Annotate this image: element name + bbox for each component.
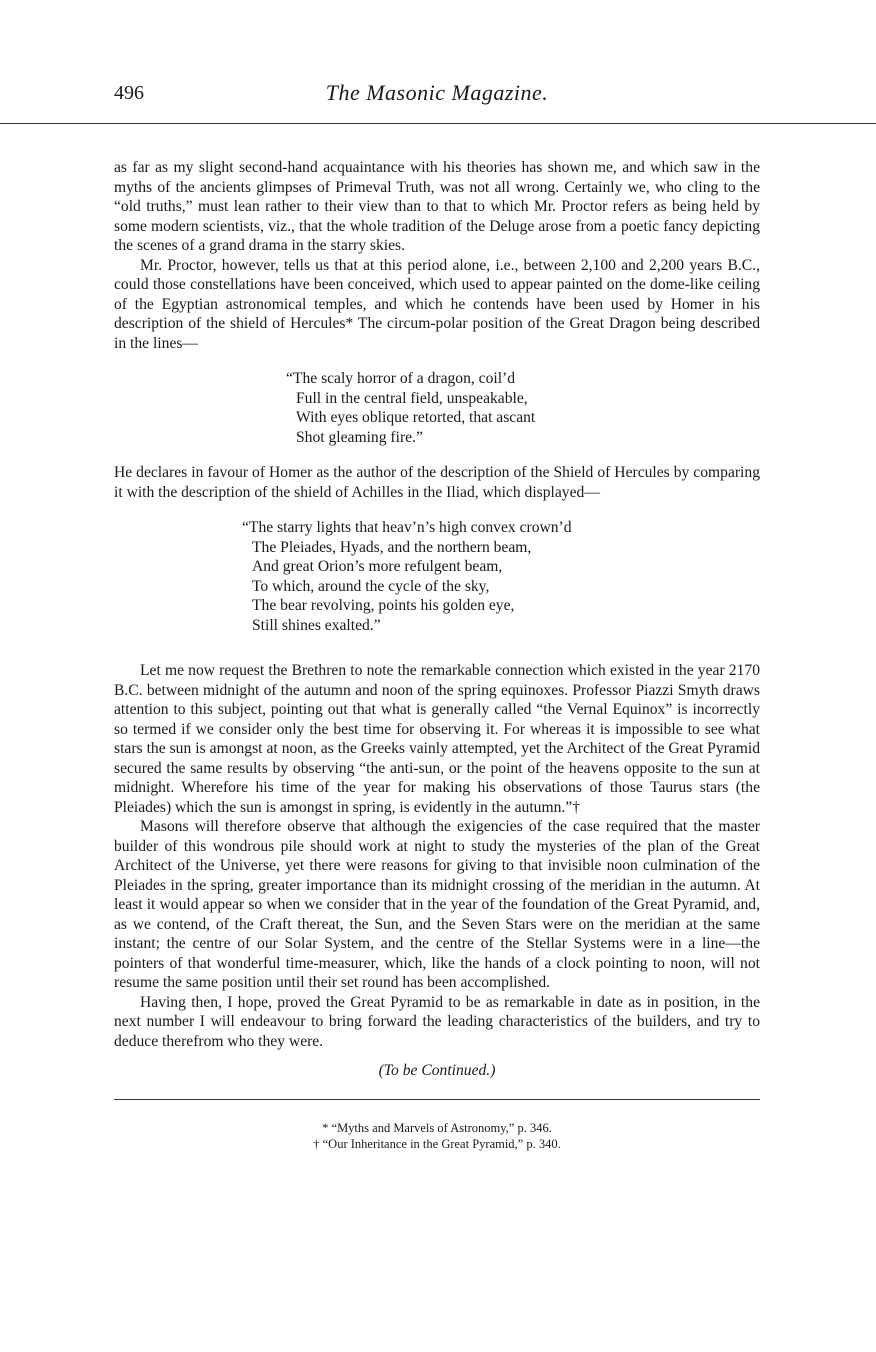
verse-line: Still shines exalted.” bbox=[252, 616, 381, 634]
verse-line: “The scaly horror of a dragon, coil’d bbox=[286, 370, 516, 387]
header-rule bbox=[0, 123, 876, 124]
paragraph-4: Let me now request the Brethren to note the remarkable connection which existed in the year 2170 B.C. between midnight of the autumn and noon of the spring equinoxes. Professor Piazzi Smyth draws attention to this subject, pointing out that what is generally called “the Vernal Equinox” is incorrectly so termed if we consider only the best time for observing it. For whereas it is impossible to see what stars the sun is amongst at noon, as the Greeks vainly attempted, yet the Architect of the Great Pyramid secured the same results by observing “the anti-sun, or the point of the heavens opposite to the sun at midnight. Wherefore his time of the year for making his observations of those Taurus stars (the Pleiades) which the sun is amongst in spring, is evidently in the autumn.”† bbox=[114, 662, 760, 816]
verse-line: To which, around the cycle of the sky, bbox=[252, 577, 490, 595]
footnotes bbox=[114, 1120, 760, 1152]
paragraph-2: Mr. Proctor, however, tells us that at this period alone, i.e., between 2,100 and 2,200 years B.C., could those constellations have been conceived, which used to appear painted on the dome-like ceiling of the Egyptian astronomical temples, and which he contends have been used by Homer in his description of the shield of Hercules* The circum-polar position of the Great Dragon being described in the lines— bbox=[114, 256, 760, 352]
verse-line: “The starry lights that heav’n’s high convex crown’d bbox=[242, 519, 572, 536]
to-be-continued: (To be Continued.) bbox=[378, 1062, 496, 1079]
verse-dragon bbox=[114, 369, 760, 447]
verse-line: Full in the central field, unspeakable, bbox=[296, 389, 528, 407]
paragraph-1: as far as my slight second-hand acquaintance with his theories has shown me, and which saw in the myths of the ancients glimpses of Primeval Truth, was not all wrong. Certainly we, who cling to the “old truths,” must lean rather to their view than to that to which Mr. Proctor refers as being held by some modern scientists, viz., that the whole tradition of the Deluge arose from a poetic fancy depicting the scenes of a grand drama in the starry skies. bbox=[114, 159, 760, 254]
page-number: 496 bbox=[114, 82, 144, 104]
paragraph-5: Masons will therefore observe that although the exigencies of the case required that the master builder of this wondrous pile should work at night to study the mysteries of the plan of the Great Architect of the Universe, yet there were reasons for giving to that invisible noon culmination of the Pleiades in the spring, greater importance than its midnight crossing of the meridian in the autumn. At least it would appear so when we consider that in the year of the foundation of the Great Pyramid, and, as we contend, of the Craft thereat, the Sun, and the Seven Stars were on the meridian at the same instant; the centre of our Solar System, and the centre of the Stellar Systems were in a line—the pointers of that wonderful time-measurer, which, like the hands of a clock pointing to noon, will not resume the same position until their set round has been accomplished. bbox=[114, 818, 760, 991]
verse-line: And great Orion’s more refulgent beam, bbox=[252, 558, 503, 575]
paragraph-6: Having then, I hope, proved the Great Pyramid to be as remarkable in date as in position, in the next number I will endeavour to bring forward the leading characteristics of the builders, and try to deduce therefrom who they were. bbox=[114, 993, 760, 1050]
verse-line: The Pleiades, Hyads, and the northern beam, bbox=[252, 538, 532, 556]
footnote-1: * “Myths and Marvels of Astronomy,” p. 346. bbox=[322, 1120, 552, 1135]
verse-line: The bear revolving, points his golden eye, bbox=[252, 597, 515, 614]
article-body bbox=[114, 158, 760, 1152]
paragraph-3: He declares in favour of Homer as the author of the description of the Shield of Hercules by comparing it with the description of the shield of Achilles in the Iliad, which displayed— bbox=[114, 464, 760, 501]
footnote-2: † “Our Inheritance in the Great Pyramid,” p. 340. bbox=[313, 1136, 561, 1151]
verse-line: With eyes oblique retorted, that ascant bbox=[296, 409, 536, 426]
verse-line: Shot gleaming fire.” bbox=[296, 428, 423, 446]
page-header bbox=[114, 0, 760, 105]
verse-starry-lights bbox=[114, 518, 760, 635]
running-title: The Masonic Magazine. bbox=[325, 80, 549, 105]
footnote-rule bbox=[114, 1099, 760, 1100]
